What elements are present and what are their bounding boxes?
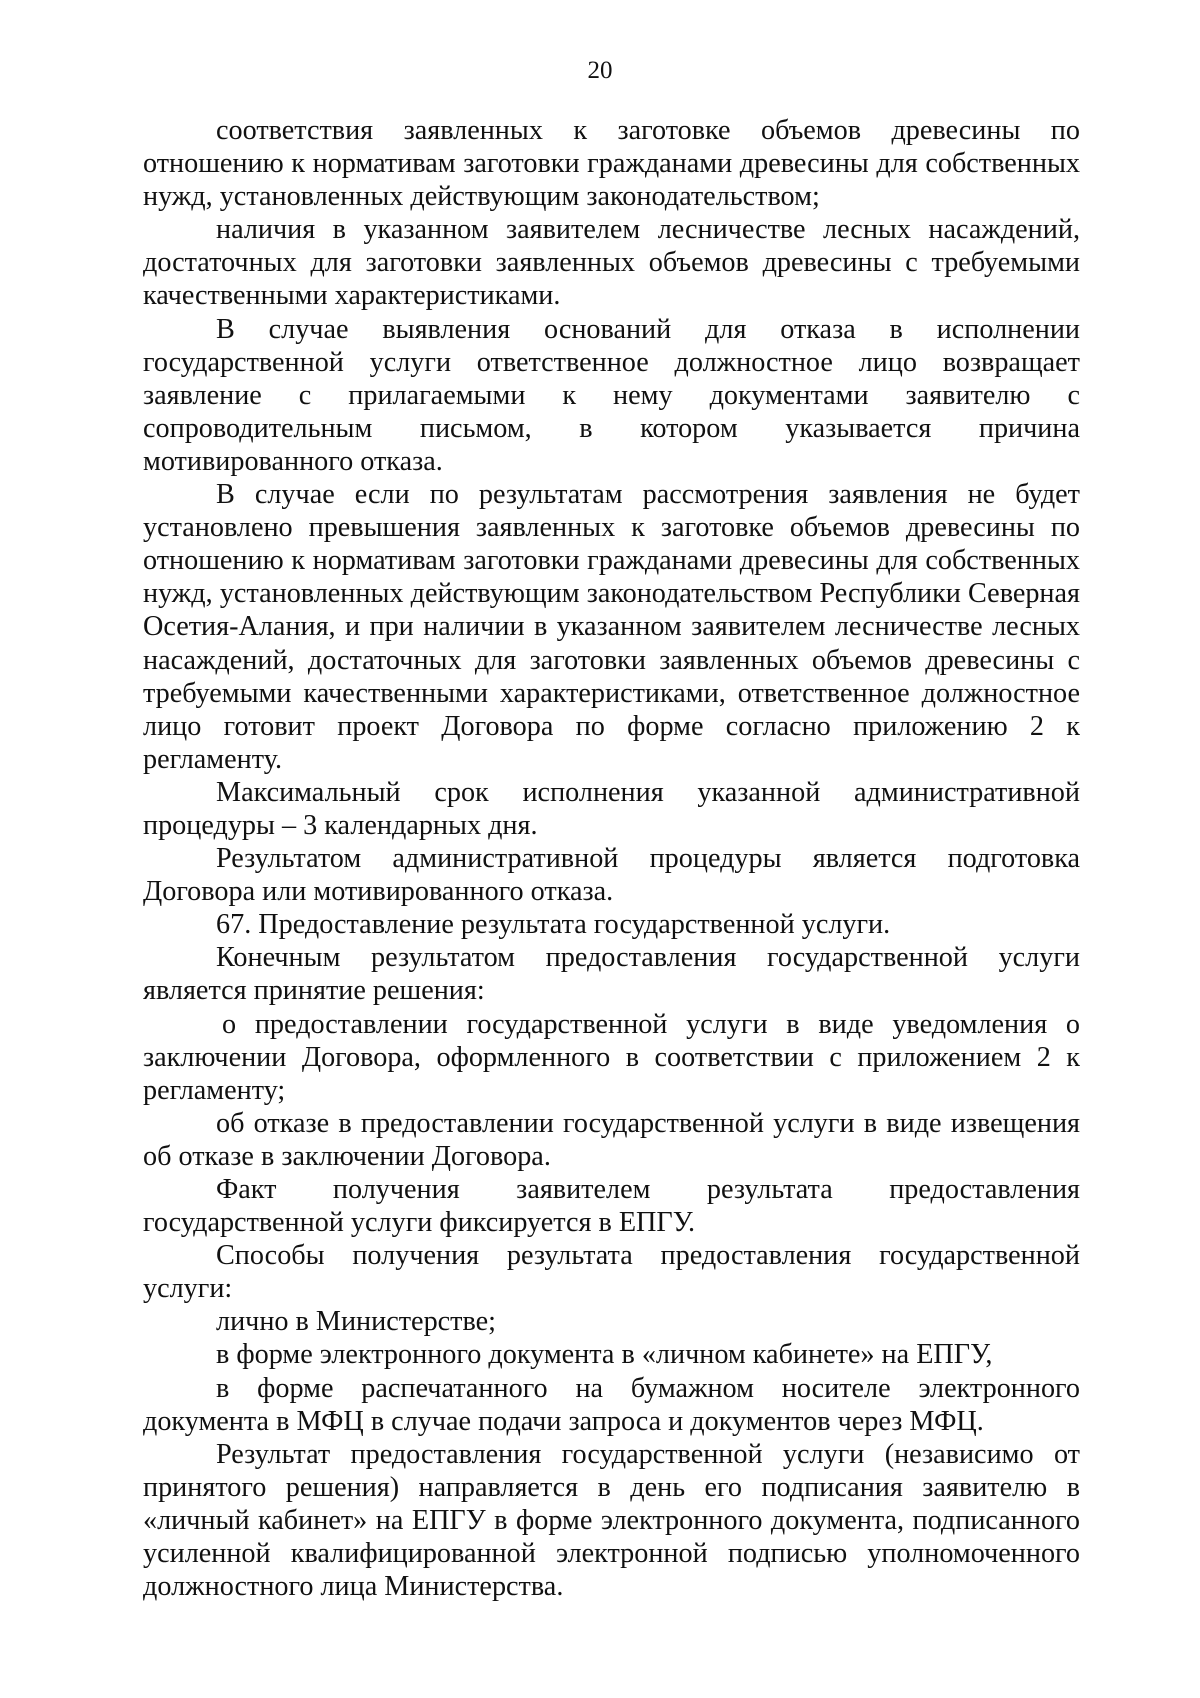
paragraph-final-result: Конечным результатом предоставления государственной услуги является принятие решения: bbox=[143, 942, 1080, 1007]
paragraph-method-epgu: в форме электронного документа в «личном кабинете» на ЕПГУ, bbox=[216, 1339, 993, 1371]
paragraph-criteria-forest: наличия в указанном заявителем лесничестве лесных насаждений, достаточных для заготовки заявленных объемов древесины с требуемыми качественными характеристиками. bbox=[143, 214, 1080, 312]
paragraph-refusal-case: В случае выявления оснований для отказа в исполнении государственной услуги ответственное должностное лицо возвращает заявление с прилагаемыми к нему документами заявителю с сопроводительным письмом, в котором указывается причина мотивированного отказа. bbox=[143, 313, 1080, 477]
paragraph-procedure-result: Результатом административной процедуры является подготовка Договора или мотивированного отказа. bbox=[143, 843, 1080, 908]
paragraph-max-term: Максимальный срок исполнения указанной административной процедуры – 3 календарных дня. bbox=[143, 776, 1080, 841]
document-body bbox=[143, 114, 1080, 1603]
paragraph-criteria-volume: соответствия заявленных к заготовке объемов древесины по отношению к нормативам заготовки гражданами древесины для собственных нужд, установленных действующим законодательством; bbox=[143, 115, 1080, 213]
paragraph-method-mfc: в форме распечатанного на бумажном носителе электронного документа в МФЦ в случае подачи запроса и документов через МФЦ. bbox=[143, 1372, 1080, 1437]
paragraph-refusal-decision: об отказе в предоставлении государственной услуги в виде извещения об отказе в заключении Договора. bbox=[143, 1107, 1080, 1172]
paragraph-approval-case: В случае если по результатам рассмотрения заявления не будет установлено превышения заявленных к заготовке объемов древесины по отношению к нормативам заготовки гражданами древесины для собственных нужд, установленных действующим законодательством Республики Северная Осетия-Алания, и при наличии в указанном заявителем лесничестве лесных насаждений, достаточных для заготовки заявленных объемов древесины с требуемыми качественными характеристиками, ответственное должностное лицо готовит проект Договора по форме согласно приложению 2 к регламенту. bbox=[143, 479, 1080, 775]
paragraph-method-ministry: лично в Министерстве; bbox=[216, 1306, 496, 1338]
paragraph-receipt-fact: Факт получения заявителем результата предоставления государственной услуги фиксируется в ЕПГУ. bbox=[143, 1174, 1080, 1239]
paragraph-grant-decision: о предоставлении государственной услуги в виде уведомления о заключении Договора, оформленного в соответствии с приложением 2 к регламенту; bbox=[143, 1008, 1080, 1106]
paragraph-result-delivery: Результат предоставления государственной услуги (независимо от принятого решения) направляется в день его подписания заявителю в «личный кабинет» на ЕПГУ в форме электронного документа, подписанного усиленной квалифицированной электронной подписью уполномоченного должностного лица Министерства. bbox=[143, 1438, 1080, 1603]
paragraph-section-67: 67. Предоставление результата государственной услуги. bbox=[216, 909, 891, 941]
page-number: 20 bbox=[587, 57, 613, 84]
paragraph-receipt-methods: Способы получения результата предоставления государственной услуги: bbox=[143, 1240, 1080, 1305]
